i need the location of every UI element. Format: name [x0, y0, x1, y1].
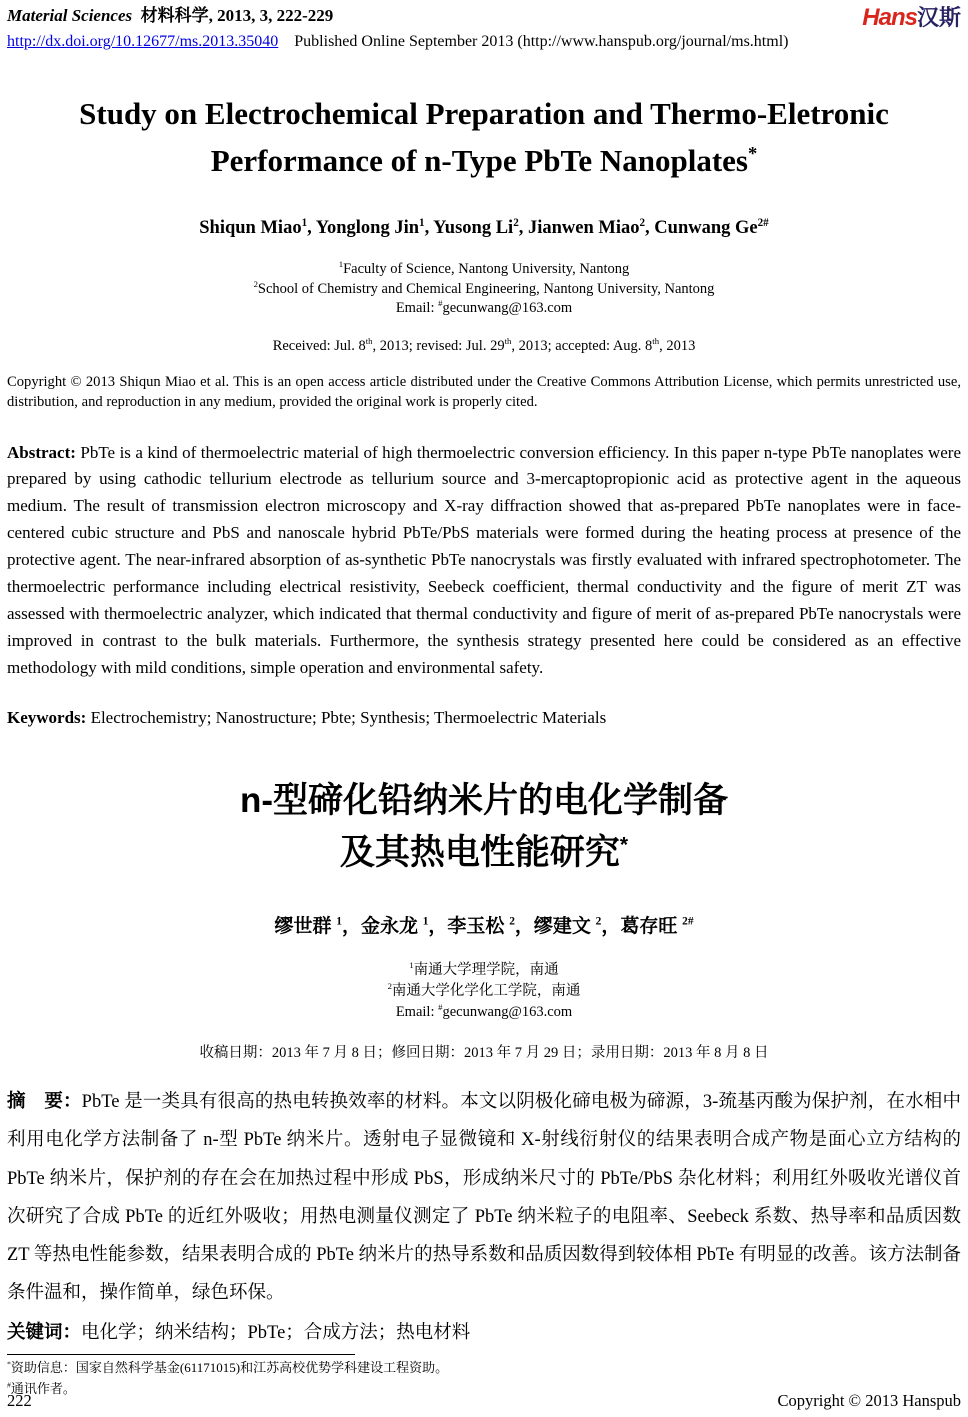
cn-abstract-section: [7, 1082, 961, 1313]
cn-email-label: Email:: [395, 1004, 439, 1020]
cn-author-name: 缪世群: [274, 915, 337, 937]
hans-logo-text-en: Hans: [862, 4, 917, 31]
footnote-text: 资助信息：国家自然科学基金(61171015)和江苏高校优势学科建设工程资助。: [10, 1359, 449, 1375]
received-text: , 2013: [659, 337, 696, 354]
cn-author-name: ，缪建文: [514, 915, 596, 937]
cn-authors-line: [7, 911, 961, 938]
author-name: , Yusong Li: [424, 218, 514, 238]
cn-author-affil-mark: 1: [336, 915, 342, 928]
cn-email-line: [7, 1002, 961, 1023]
published-spacer: [278, 33, 294, 50]
keywords-section: [7, 708, 961, 728]
affiliation-mark: 2: [253, 278, 258, 289]
email-mark: #: [438, 298, 443, 309]
cn-paper-title-line2: [7, 827, 961, 880]
affiliation-text: Faculty of Science, Nantong University, Nantong: [343, 261, 630, 277]
author-affil-mark: 2: [513, 216, 519, 229]
cn-paper-title-line1: n-型碲化铅纳米片的电化学制备: [239, 780, 729, 820]
email-line: [7, 299, 961, 319]
cn-affiliation-text: 南通大学理学院，南通: [413, 961, 559, 978]
doi-link[interactable]: http://dx.doi.org/10.12677/ms.2013.35040: [7, 33, 279, 50]
ordinal-sup: th: [365, 335, 373, 346]
footer-copyright: Copyright © 2013 Hanspub: [777, 1391, 961, 1410]
abstract-text: PbTe is a kind of thermoelectric material of high thermoelectric conversion efficiency. In this paper n-type PbTe nanoplates were prepared by using cathodic tellurium electrode as tellurium source and 3-mercaptopropionic acid as protective agent in the aqueous medium. The result of transmission electron microscopy and X-ray diffraction showed that as-prepared PbTe nanoplates were in face-centered cubic structure and PbS and nanoscale hybrid PbTe/PbS materials were formed during the heating process at presence of the protective agent. The near-infrared absorption of as-synthetic PbTe nanocrystals was firstly evaluated with infrared spectrophotometer. The thermoelectric performance including electrical resistivity, Seebeck coefficient, thermal conductivity and the figure of merit ZT was assessed with thermoelectric analyzer, which indicated that thermal conductivity and figure of merit of as-prepared PbTe nanocrystals were improved in contrast to the bulk materials. Furthermore, the synthesis strategy presented here could be considered as an effective methodology with mild conditions, simple operation and environmental safety.: [7, 442, 961, 678]
cn-keywords-label: 关键词：: [7, 1320, 82, 1342]
cn-email-address: gecunwang@163.com: [442, 1004, 573, 1020]
author-affil-mark: 2#: [757, 216, 769, 229]
cn-affiliation-mark: 1: [409, 960, 414, 971]
footnote-mark: *: [7, 1359, 11, 1369]
journal-title-cn: [132, 6, 141, 25]
cn-author-name: ，葛存旺: [601, 915, 683, 937]
published-info: Published Online September 2013 (http://www.hanspub.org/journal/ms.html): [294, 33, 789, 50]
cn-title-footnote-mark: *: [619, 833, 629, 857]
cn-keywords-section: [7, 1318, 961, 1344]
journal-title-en: Material Sciences: [7, 6, 133, 25]
affiliation-text: School of Chemistry and Chemical Engineering, Nantong University, Nantong: [257, 280, 715, 297]
author-affil-mark: 1: [419, 216, 425, 229]
page-footer: [7, 1391, 961, 1411]
received-text: , 2013; accepted: Aug. 8: [511, 337, 653, 354]
email-address: gecunwang@163.com: [442, 300, 573, 317]
footnote-text: 通讯作者。: [10, 1380, 76, 1396]
footnote-divider: [7, 1354, 355, 1355]
cn-author-affil-mark: 2: [595, 915, 602, 928]
affiliation-line: [7, 260, 961, 280]
title-footnote-mark: *: [747, 143, 758, 165]
cn-paper-title: [7, 775, 961, 880]
author-name: , Yonglong Jin: [307, 218, 420, 238]
cn-paper-title-line2-text: 及其热电性能研究: [339, 833, 620, 873]
keywords-text: Electrochemistry; Nanostructure; Pbte; Synthesis; Thermoelectric Materials: [86, 707, 607, 727]
citation-info: , 2013, 3, 222-229: [208, 6, 334, 25]
author-name: , Cunwang Ge: [645, 218, 758, 238]
paper-title-line1: Study on Electrochemical Preparation and Thermo-Eletronic: [79, 96, 889, 131]
affiliation-line: [7, 280, 961, 300]
cn-affiliation-line: [7, 960, 961, 981]
journal-line: [7, 6, 333, 26]
cn-affiliation-text: 南通大学化学化工学院，南通: [391, 982, 581, 999]
cn-author-name: ，金永龙: [341, 915, 423, 937]
cn-keywords-text: 电化学；纳米结构；PbTe；合成方法；热电材料: [81, 1322, 471, 1343]
author-name: Shiqun Miao: [199, 218, 302, 238]
author-affil-mark: 2: [639, 216, 646, 229]
cn-abstract-text: PbTe 是一类具有很高的热电转换效率的材料。本文以阴极化碲电极为碲源，3-巯基丙酸为保护剂，在水相中利用电化学方法制备了 n-型 PbTe 纳米片。透射电子显微镜和 X-射线衍射仪的结果表明合成产物是面心立方结构的 PbTe 纳米片，保护剂的存在会在加热过程中形成 PbS，形成纳米尺寸的 PbTe/PbS 杂化材料；利用红外吸收光谱仪首次研究了合成 PbTe 的近红外吸收；用热电测量仪测定了 PbTe 纳米粒子的电阻率、Seebeck 系数、热导率和品质因数 ZT 等热电性能参数，结果表明合成的 PbTe 纳米片的热导系数和品质因数得到较体相 PbTe 有明显的改善。该方法制备条件温和，操作简单，绿色环保。: [7, 1092, 961, 1304]
author-name: , Jianwen Miao: [518, 218, 640, 238]
footnote-line: [7, 1358, 961, 1379]
cn-affiliations-block: [7, 960, 961, 1023]
received-text: , 2013; revised: Jul. 29: [372, 337, 505, 354]
cn-abstract-label: 摘 要：: [7, 1090, 82, 1112]
cn-author-name: ，李玉松: [428, 915, 510, 937]
keywords-label: Keywords:: [7, 707, 87, 727]
cn-author-affil-mark: 2#: [682, 915, 694, 928]
copyright-notice: Copyright © 2013 Shiqun Miao et al. This is an open access article distributed under the Creative Commons Attribution License, which permits unrestricted use, distribution, and reproduction in any medium, provided the original work is properly cited.: [7, 373, 961, 411]
author-affil-mark: 1: [301, 216, 308, 229]
ordinal-sup: th: [652, 335, 660, 346]
hans-logo: [862, 6, 961, 30]
paper-title-line2-text: Performance of n-Type PbTe Nanoplates: [210, 142, 748, 178]
paper-title-line2: [7, 138, 961, 185]
cn-email-mark: #: [438, 1002, 443, 1013]
received-text: Received: Jul. 8: [272, 337, 366, 354]
cn-affiliation-mark: 2: [387, 981, 392, 992]
footnote-mark: #: [7, 1380, 11, 1390]
abstract-label: Abstract:: [7, 442, 76, 462]
ordinal-sup: th: [504, 335, 512, 346]
cn-author-affil-mark: 2: [509, 915, 515, 928]
hans-logo-text-cn: 汉斯: [916, 5, 961, 30]
paper-title: [7, 91, 961, 184]
abstract-section: [7, 440, 961, 682]
affiliation-mark: 1: [338, 259, 344, 270]
doi-line: [7, 33, 961, 51]
journal-header: [7, 6, 961, 30]
affiliations-block: [7, 260, 961, 319]
authors-line: [7, 218, 961, 239]
journal-title-cn-text: 材料科学: [140, 6, 209, 25]
cn-author-affil-mark: 1: [422, 915, 429, 928]
cn-dates-line: 收稿日期：2013 年 7 月 8 日；修回日期：2013 年 7 月 29 日；录用日期：2013 年 8 月 8 日: [199, 1045, 769, 1062]
cn-affiliation-line: [7, 981, 961, 1002]
page-number: 222: [7, 1391, 32, 1410]
received-line: [7, 335, 961, 355]
email-label: Email:: [395, 300, 439, 317]
